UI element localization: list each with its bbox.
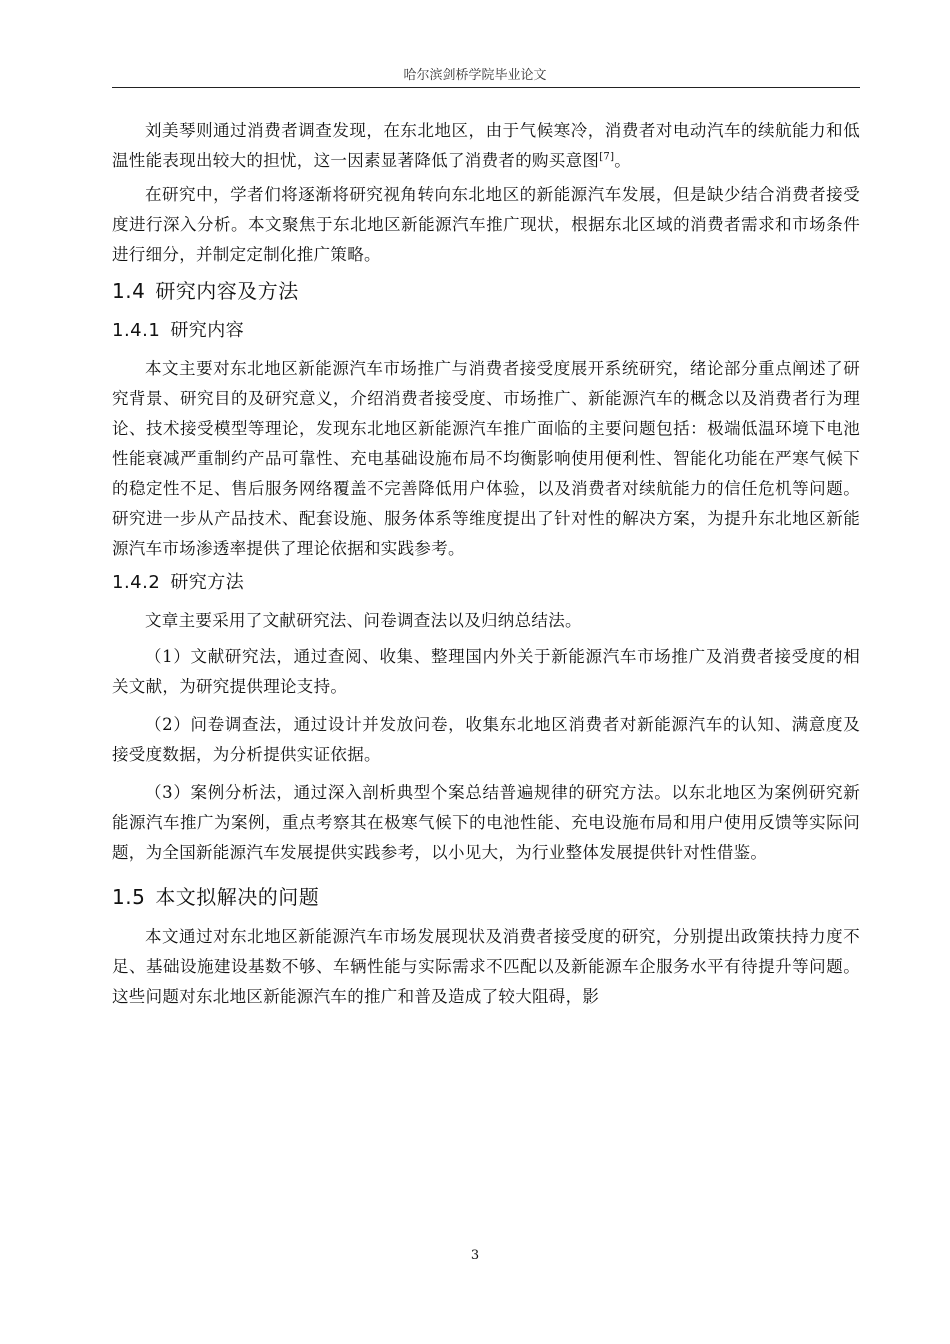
paragraph-consumer-survey [112, 116, 860, 176]
subsection-heading-1-4-1 [112, 316, 860, 346]
paragraph-end: 。 [614, 151, 632, 170]
page-number: 3 [470, 1248, 480, 1263]
section-number: 1.5 [112, 885, 146, 909]
page-header: 哈尔滨剑桥学院毕业论文 [403, 68, 547, 83]
method-item-literature: （1）文献研究法，通过查阅、收集、整理国内外关于新能源汽车市场推广及消费者接受度的相关文献，为研究提供理论支持。 [112, 647, 860, 696]
subsection-heading-1-4-2 [112, 568, 860, 598]
section-title: 本文拟解决的问题 [155, 885, 320, 909]
method-item-case-study: （3）案例分析法，通过深入剖析典型个案总结普遍规律的研究方法。以东北地区为案例研究新能源汽车推广为案例，重点考察其在极寒气候下的电池性能、充电设施布局和用户使用反馈等实际问题，为全国新能源汽车发展提供实践参考，以小见大，为行业整体发展提供针对性借鉴。 [112, 783, 860, 862]
header-rule [112, 87, 860, 88]
subsection-title: 研究内容 [170, 320, 245, 341]
subsection-title: 研究方法 [170, 572, 245, 593]
section-heading-1-5 [112, 882, 860, 912]
subsection-number: 1.4.2 [112, 572, 161, 593]
paragraph-methods-intro: 文章主要采用了文献研究法、问卷调查法以及归纳总结法。 [145, 611, 582, 630]
paragraph-problems: 本文通过对东北地区新能源汽车市场发展现状及消费者接受度的研究，分别提出政策扶持力度不足、基础设施建设基数不够、车辆性能与实际需求不匹配以及新能源车企服务水平有待提升等问题。这些问题对东北地区新能源汽车的推广和普及造成了较大阻碍，影 [112, 927, 860, 1006]
method-item-questionnaire: （2）问卷调查法，通过设计并发放问卷，收集东北地区消费者对新能源汽车的认知、满意度及接受度数据，为分析提供实证依据。 [112, 715, 860, 764]
paragraph-text: 刘美琴则通过消费者调查发现，在东北地区，由于气候寒冷，消费者对电动汽车的续航能力和低温性能表现出较大的担忧，这一因素显著降低了消费者的购买意图 [112, 121, 860, 170]
paragraph-research-content: 本文主要对东北地区新能源汽车市场推广与消费者接受度展开系统研究，绪论部分重点阐述了研究背景、研究目的及研究意义，介绍消费者接受度、市场推广、新能源汽车的概念以及消费者行为理论、技术接受模型等理论，发现东北地区新能源汽车推广面临的主要问题包括：极端低温环境下电池性能衰减严重制约产品可靠性、充电基础设施布局不均衡影响使用便利性、智能化功能在严寒气候下的稳定性不足、售后服务网络覆盖不完善降低用户体验，以及消费者对续航能力的信任危机等问题。研究进一步从产品技术、配套设施、服务体系等维度提出了针对性的解决方案，为提升东北地区新能源汽车市场渗透率提供了理论依据和实践参考。 [112, 359, 860, 558]
section-title: 研究内容及方法 [155, 279, 299, 303]
section-number: 1.4 [112, 279, 146, 303]
section-heading-1-4 [112, 276, 860, 306]
citation-marker: [7] [599, 151, 615, 163]
paragraph-research-gap: 在研究中，学者们将逐渐将研究视角转向东北地区的新能源汽车发展，但是缺少结合消费者接受度进行深入分析。本文聚焦于东北地区新能源汽车推广现状，根据东北区域的消费者需求和市场条件进行细分，并制定定制化推广策略。 [112, 185, 860, 264]
subsection-number: 1.4.1 [112, 320, 161, 341]
page-body [112, 116, 860, 1016]
